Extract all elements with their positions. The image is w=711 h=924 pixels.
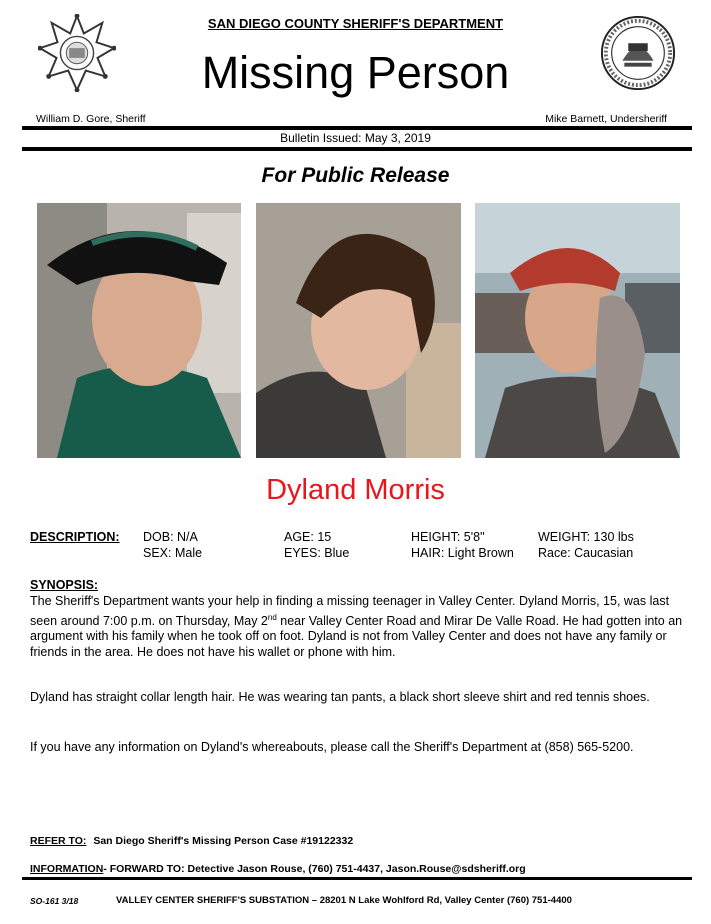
synopsis-paragraph-3: If you have any information on Dyland's whereabouts, please call the Sheriff's Department at (858) 565-5200. (30, 740, 634, 754)
refer-text: San Diego Sheriff's Missing Person Case #19122332 (93, 835, 354, 847)
refer-line (30, 835, 353, 847)
substation-address: VALLEY CENTER SHERIFF'S SUBSTATION – 28201 N Lake Wohlford Rd, Valley Center (760) 751-4400 (116, 895, 572, 906)
description-label: DESCRIPTION: (30, 530, 120, 544)
photo-1 (37, 203, 241, 458)
header-rule-top (22, 126, 692, 130)
synopsis-paragraph-2: Dyland has straight collar length hair. He was wearing tan pants, a black short sleeve shirt and red tennis shoes. (30, 690, 650, 704)
department-name: SAN DIEGO COUNTY SHERIFF'S DEPARTMENT (207, 16, 504, 31)
missing-person-name: Dyland Morris (266, 474, 445, 506)
information-label: INFORMATION (30, 863, 104, 875)
weight-value: WEIGHT: 130 lbs (538, 530, 634, 544)
age-value: AGE: 15 (284, 530, 332, 544)
height-value: HEIGHT: 5'8" (411, 530, 485, 544)
information-line (30, 863, 526, 875)
race-value: Race: Caucasian (538, 546, 634, 560)
hair-value: HAIR: Light Brown (411, 546, 514, 560)
sheriff-name: William D. Gore, Sheriff (36, 113, 146, 125)
header-rule-bottom (22, 147, 692, 151)
synopsis-label: SYNOPSIS: (30, 578, 99, 592)
release-heading: For Public Release (261, 164, 450, 187)
dob-value: DOB: N/A (143, 530, 198, 544)
bulletin-date: Bulletin Issued: May 3, 2019 (280, 131, 431, 145)
form-code: SO-161 3/18 (30, 896, 79, 906)
footer-rule (22, 877, 692, 880)
refer-label: REFER TO: (30, 835, 87, 847)
undersheriff-name: Mike Barnett, Undersheriff (545, 113, 667, 125)
photo-2 (256, 203, 461, 458)
synopsis-p1-superscript: nd (267, 612, 277, 622)
photo-3 (475, 203, 680, 458)
information-text: - FORWARD TO: Detective Jason Rouse, (760) 751-4437, Jason.Rouse@sdsheriff.org (103, 863, 526, 875)
synopsis-p1-part-a: The Sheriff's Department wants your help in finding a missing teenager in Valley Center. Dyland Morris, 15, was last seen around 7:00 p.m. on Thursday, May 2 (30, 594, 670, 628)
eyes-value: EYES: Blue (284, 546, 350, 560)
page-title: Missing Person (201, 47, 510, 98)
synopsis-p1-part-b: near Valley Center Road and Mirar De Valle Road. He had gotten into an argument with his family when he took off on foot. Dyland is not from Valley Center and does not have any family or friends in the area. He does not have his wallet or phone with him. (30, 613, 683, 659)
sex-value: SEX: Male (143, 546, 203, 560)
synopsis-paragraph-1 (30, 594, 690, 660)
